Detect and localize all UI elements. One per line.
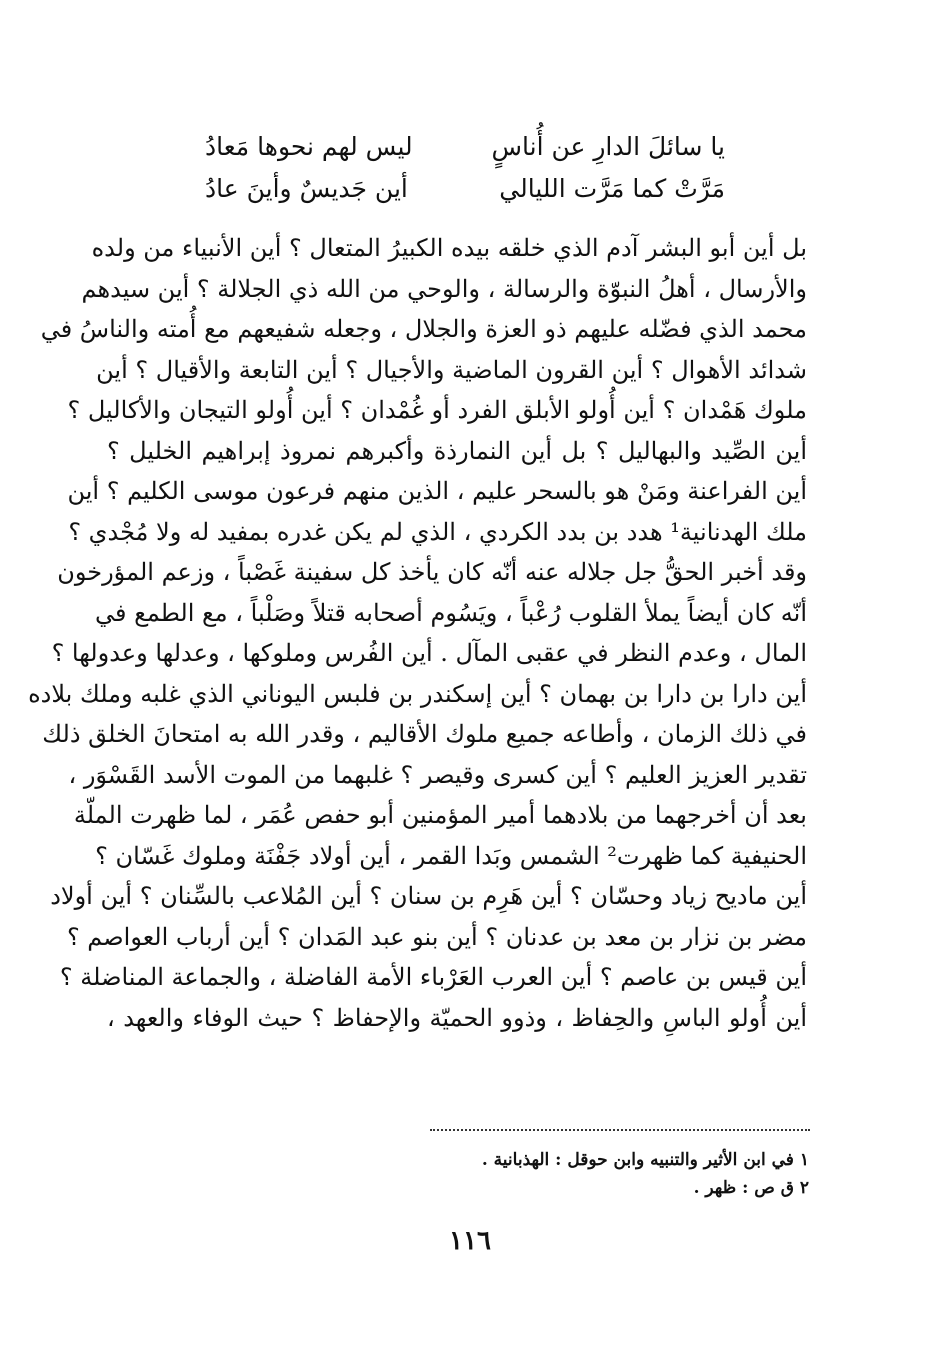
verse-second-hemistich: أين جَديسٌ وأينَ عادُ — [205, 174, 408, 203]
text-line: مضر بن نزار بن معد بن عدنان ؟ أين بنو عبد المَدان ؟ أين أرباب العواصم ؟ — [66, 922, 807, 951]
text-line: أين الفراعنة ومَنْ هو بالسحر عليم ، الذين منهم فرعون موسى الكليم ؟ أين — [67, 477, 807, 505]
text-line: أين دارا بن دارا بن بهمان ؟ أين إسكندر بن فلبس اليوناني الذي غلبه وملك بلاده — [28, 679, 807, 708]
text-line: وقد أخبر الحقُّ جل جلاله عنه أنّه كان يأخذ كل سفينة غَصْباً ، وزعم المؤرخون — [57, 558, 807, 586]
verse-second-hemistich: ليس لهم نحوها مَعادُ — [205, 132, 413, 161]
text-line: أين قيس بن عاصم ؟ أين العرب العَرْباء الأمة الفاضلة ، والجماعة المناضلة ؟ — [59, 963, 807, 991]
text-line: المال ، وعدم النظر في عقبى المآل . أين الفُرس وملوكها ، وعدلها وعدولها ؟ — [51, 639, 807, 667]
poem-verses — [205, 126, 725, 210]
verse-line — [205, 168, 725, 210]
page-number: ١١٦ — [449, 1226, 491, 1256]
footnote-separator — [430, 1129, 810, 1131]
text-line: بعد أن أخرجهما من بلادهما أمير المؤمنين أبو حفص عُمَر ، لما ظهرت الملّة — [73, 801, 807, 829]
text-line: الحنيفية كما ظهرت² الشمس وبَدا القمر ، أين أولاد جَفْنَة وملوك غَسّان ؟ — [95, 841, 807, 870]
text-line: تقدير العزيز العليم ؟ أين كسرى وقيصر ؟ غلبهما من الموت الأسد القَسْوَر ، — [68, 760, 807, 789]
text-line: شدائد الأهوال ؟ أين القرون الماضية والأجيال ؟ أين التابعة والأقيال ؟ أين — [96, 355, 807, 384]
text-line: بل أين أبو البشر آدم الذي خلقه بيده الكبيرُ المتعال ؟ أين الأنبياء من ولده — [91, 234, 807, 262]
text-line: أين الصِّيد والبهاليل ؟ بل أين النمارذة وأكبرهم نمروذ إبراهيم الخليل ؟ — [107, 436, 807, 465]
text-line: ملوك هَمْدان ؟ أين أُولو الأبلق الفرد أو غُمْدان ؟ أين أُولو التيجان والأكاليل ؟ — [67, 396, 807, 424]
text-line: في ذلك الزمان ، وأطاعه جميع ملوك الأقاليم ، وقدر الله به امتحانَ الخلق ذلك — [42, 720, 807, 748]
text-line: أين أُولو الباسِ والحِفاظ ، وذوو الحميّة والإحفاظ ؟ حيث الوفاء والعهد ، — [107, 1003, 807, 1032]
footnote: ١ في ابن الأثير والتنبيه وابن حوقل : الهذبانية . — [481, 1150, 809, 1170]
footnote: ٢ ق ص : ظهر . — [693, 1178, 809, 1198]
text-line: ملك الهدنانية¹ هدد بن بدد الكردي ، الذي لم يكن غدره بمفيد له ولا مُجْدي ؟ — [68, 517, 807, 546]
verse-first-hemistich: يا سائلَ الدارِ عن أُناسٍ — [491, 132, 725, 161]
body-text — [28, 228, 807, 1038]
text-line: محمد الذي فضّله عليهم ذو العزة والجلال ، وجعله شفيعهم مع أُمته والناسُ في — [40, 315, 807, 343]
verse-first-hemistich: مَرَّتْ كما مَرَّت الليالي — [499, 174, 725, 203]
text-line: أنّه كان أيضاً يملأ القلوب رُعْباً ، ويَسُوم أصحابه قتلاً وصَلْباً ، مع الطمع في — [94, 598, 807, 627]
text-line: والأرسال ، أهلُ النبوّة والرسالة ، والوحي من الله ذي الجلالة ؟ أين سيدهم — [81, 274, 807, 303]
text-line: أين ماديح زياد وحسّان ؟ أين هَرِم بن سنان ؟ أين المُلاعب بالسِّنان ؟ أين أولاد — [50, 882, 807, 910]
footnotes — [309, 1146, 809, 1202]
verse-line — [205, 126, 725, 168]
